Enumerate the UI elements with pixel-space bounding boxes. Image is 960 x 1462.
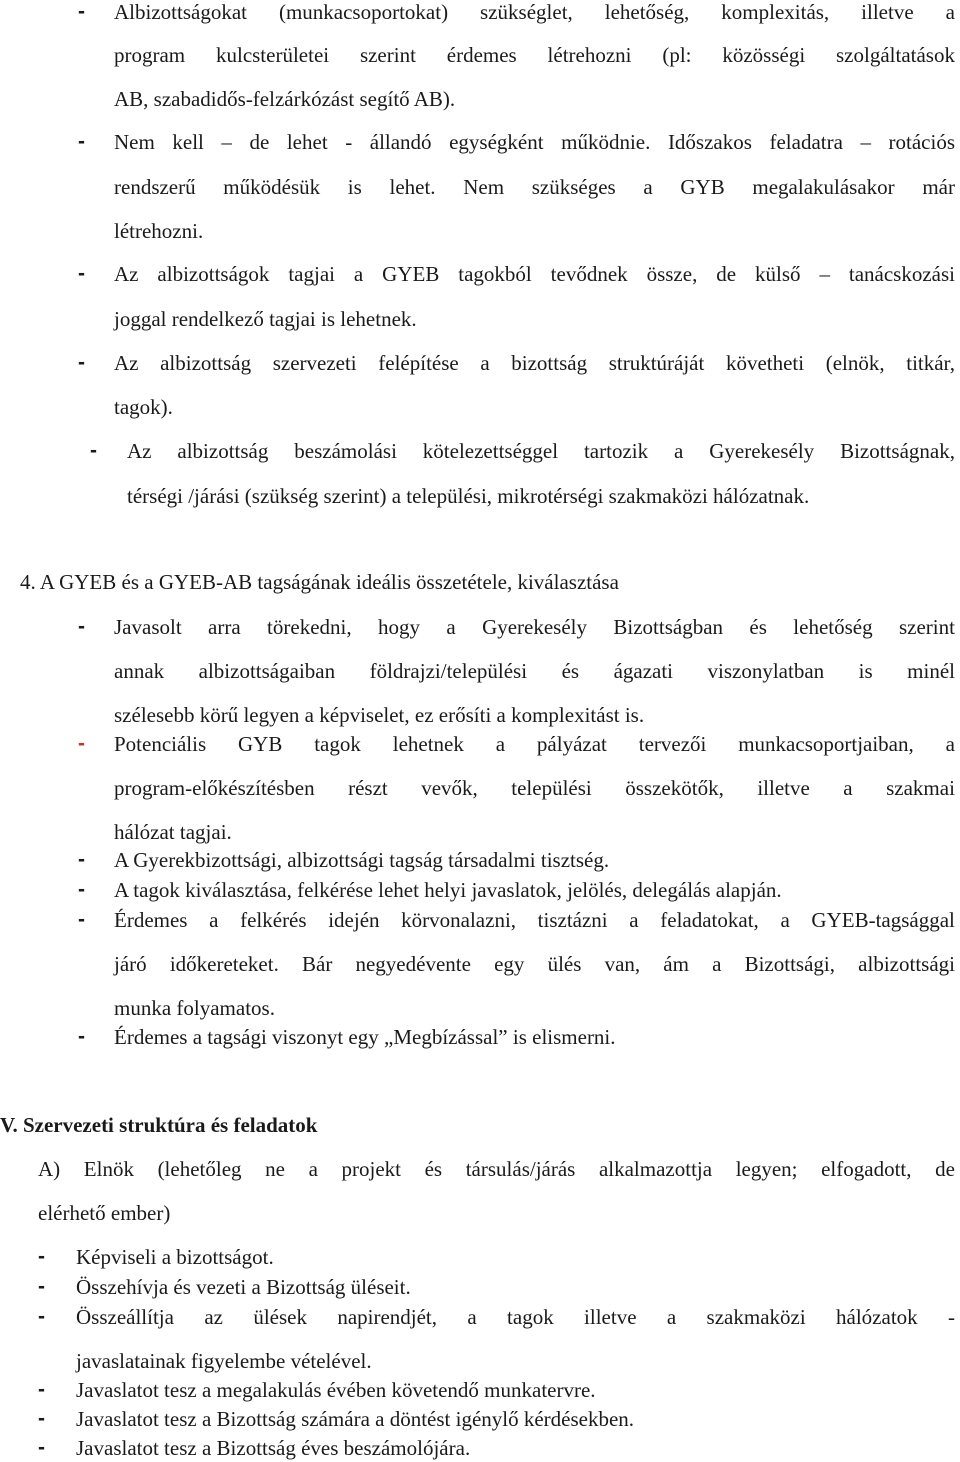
bullet-dash: -	[38, 1436, 45, 1459]
list-item-line: annak albizottságaiban földrajzi/települési és ágazati viszonylatban is minél	[114, 659, 955, 683]
bullet-dash: -	[78, 1025, 85, 1048]
list-item-line: hálózat tagjai.	[114, 820, 232, 844]
section5-heading: V. Szervezeti struktúra és feladatok	[0, 1113, 318, 1137]
list-item-line: rendszerű működésük is lehet. Nem szükséges a GYB megalakulásakor már	[114, 175, 955, 199]
list-item-line: A tagok kiválasztása, felkérése lehet helyi javaslatok, jelölés, delegálás alapján.	[114, 878, 782, 902]
list-item-line: program kulcsterületei szerint érdemes létrehozni (pl: közösségi szolgáltatások	[114, 43, 955, 67]
list-item-line: tagok).	[114, 395, 173, 419]
list-item-line: munka folyamatos.	[114, 996, 275, 1020]
list-item-line: Érdemes a tagsági viszonyt egy „Megbízással” is elismerni.	[114, 1025, 616, 1049]
bullet-dash: -	[78, 848, 85, 871]
list-item-line: javaslatainak figyelembe vételével.	[76, 1349, 372, 1373]
subsection-a-line: elérhető ember)	[38, 1201, 171, 1225]
list-item-line: joggal rendelkező tagjai is lehetnek.	[114, 307, 417, 331]
list-item-line: Nem kell – de lehet - állandó egységként működnie. Időszakos feladatra – rotációs	[114, 130, 955, 154]
bullet-dash: -	[90, 439, 97, 462]
list-item-line: Összehívja és vezeti a Bizottság üléseit.	[76, 1275, 411, 1299]
list-item-line: létrehozni.	[114, 219, 204, 243]
bullet-dash: -	[78, 732, 85, 755]
bullet-dash: -	[78, 262, 85, 285]
list-item-line: Az albizottságok tagjai a GYEB tagokból tevődnek össze, de külső – tanácskozási	[114, 262, 955, 286]
bullet-dash: -	[38, 1275, 45, 1298]
list-item-line: program-előkészítésben részt vevők, települési összekötők, illetve a szakmai	[114, 776, 955, 800]
subsection-a-line: A) Elnök (lehetőleg ne a projekt és társulás/járás alkalmazottja legyen; elfogadott, de	[38, 1157, 955, 1181]
bullet-dash: -	[38, 1305, 45, 1328]
bullet-dash: -	[78, 130, 85, 153]
list-item-line: járó időkereteket. Bár negyedévente egy ülés van, ám a Bizottsági, albizottsági	[114, 952, 955, 976]
list-item-line: Javasolt arra törekedni, hogy a Gyerekesély Bizottságban és lehetőség szerint	[114, 615, 955, 639]
list-item-line: Potenciális GYB tagok lehetnek a pályázat tervezői munkacsoportjaiban, a	[114, 732, 955, 756]
list-item-line: Összeállítja az ülések napirendjét, a tagok illetve a szakmaközi hálózatok -	[76, 1305, 955, 1329]
list-item-line: Az albizottság szervezeti felépítése a bizottság struktúráját követheti (elnök, titkár,	[114, 351, 955, 375]
bullet-dash: -	[78, 351, 85, 374]
list-item-line: Az albizottság beszámolási kötelezettséggel tartozik a Gyerekesély Bizottságnak,	[127, 439, 955, 463]
list-item-line: A Gyerekbizottsági, albizottsági tagság társadalmi tisztség.	[114, 848, 610, 872]
bullet-dash: -	[38, 1245, 45, 1268]
list-item-line: Javaslatot tesz a Bizottság éves beszámolójára.	[76, 1436, 471, 1460]
list-item-line: Képviseli a bizottságot.	[76, 1245, 274, 1269]
section4-heading: 4. A GYEB és a GYEB-AB tagságának ideális összetétele, kiválasztása	[20, 570, 619, 594]
list-item-line: Javaslatot tesz a megalakulás évében követendő munkatervre.	[76, 1378, 596, 1402]
list-item-line: Albizottságokat (munkacsoportokat) szükséglet, lehetőség, komplexitás, illetve a	[114, 0, 955, 24]
bullet-dash: -	[78, 908, 85, 931]
list-item-line: Érdemes a felkérés idején körvonalazni, tisztázni a feladatokat, a GYEB-tagsággal	[114, 908, 955, 932]
bullet-dash: -	[78, 0, 85, 23]
bullet-dash: -	[38, 1378, 45, 1401]
bullet-dash: -	[78, 615, 85, 638]
list-item-line: szélesebb körű legyen a képviselet, ez erősíti a komplexitást is.	[114, 703, 645, 727]
list-item-line: Javaslatot tesz a Bizottság számára a döntést igénylő kérdésekben.	[76, 1407, 635, 1431]
bullet-dash: -	[78, 878, 85, 901]
list-item-line: térségi /járási (szükség szerint) a települési, mikrotérségi szakmaközi hálózatnak.	[127, 484, 810, 508]
list-item-line: AB, szabadidős-felzárkózást segítő AB).	[114, 87, 456, 111]
bullet-dash: -	[38, 1407, 45, 1430]
